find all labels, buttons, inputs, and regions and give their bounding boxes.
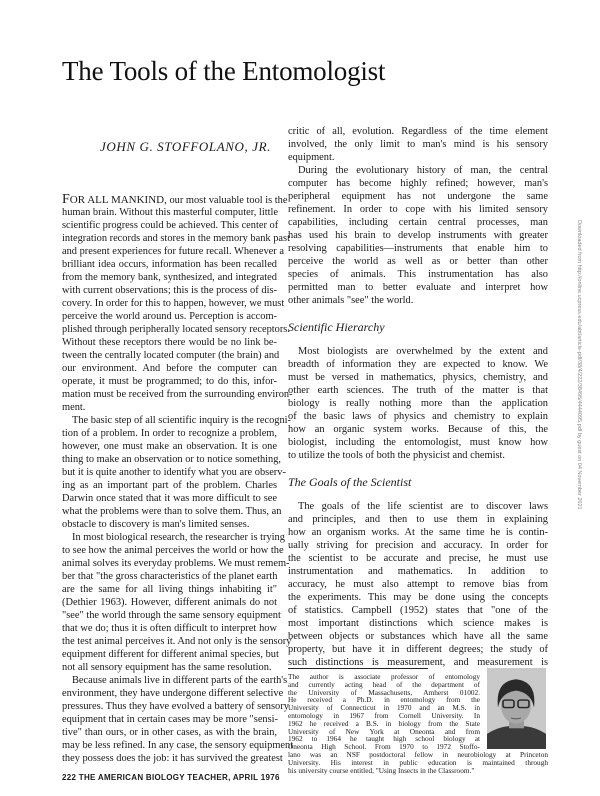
download-watermark: Downloaded from http://online.ucpress.edu/abt/article-pdf/38/4/222/38495/4444095.pdf by guest on 04 November 2021: [576, 220, 582, 510]
opening-smallcaps: OR ALL MANKIND,: [69, 194, 167, 206]
paragraph-line: they possess does the job: it has survived the greatest: [62, 753, 283, 764]
paragraph-line: The goals of the life scientist are to discover laws: [298, 501, 548, 512]
paragraph-line: property, but have it in different degrees; the study of: [288, 644, 548, 655]
paragraph-line: must be versed in mathematics, physics, chemistry, and: [288, 372, 548, 383]
paragraph-line: critic of all, evolution. Regardless of the time element: [288, 126, 548, 137]
paragraph-line: Most biologists are overwhelmed by the extent and: [298, 346, 548, 357]
paragraph-line: that we do; thus it is often difficult to interpret how: [62, 623, 277, 634]
paragraph-line: human brain. Without this masterful computer, little: [62, 207, 278, 218]
paragraph-line: the experiments. This may be done using the concepts: [288, 592, 548, 603]
bio-divider: [288, 668, 428, 669]
paragraph-line: species of animals. This instrumentation has also: [288, 269, 548, 280]
paragraph-line: to utilize the tools of both the physicist and chemist.: [288, 450, 506, 461]
paragraph-line: capabilities, including certain central processes, man: [288, 217, 548, 228]
paragraph-line: biology is really nothing more than the application: [288, 398, 548, 409]
paragraph-line: brilliant idea occurs, information has been recalled: [62, 259, 277, 270]
right-column: [288, 125, 548, 669]
paragraph-line: breadth of information they are expected to know. We: [288, 359, 548, 370]
paragraph-line: resolving capabilities—instruments that enable him to: [288, 243, 548, 254]
paragraph-line: and principles, and then to use them in explaining: [288, 514, 548, 525]
paragraph-line: Without these receptors there would be no link be-: [62, 337, 277, 348]
page-footer: 222 THE AMERICAN BIOLOGY TEACHER, APRIL 1976: [62, 773, 280, 782]
paragraph-line: from the memory bank, synthesized, and integrated: [62, 272, 277, 283]
bio-line: the University of Massachusetts, Amherst 01002.: [288, 687, 480, 697]
paragraph-line: our environment. And before the computer can: [62, 363, 277, 374]
paragraph-line: ually striving for precision and accuracy. In order for: [288, 540, 548, 551]
author-byline: JOHN G. STOFFOLANO, JR.: [100, 139, 271, 154]
paragraph-line: with current observations; this is the process of dis-: [62, 285, 277, 296]
paragraph-line: most important distinctions which science makes is: [288, 618, 548, 629]
bio-line: entomology in 1967 from Cornell University. In: [288, 710, 480, 720]
opening-rest: our most valuable tool is the: [166, 195, 288, 206]
paragraph-line: the test animal perceives it. And not only is the sensory: [62, 636, 292, 647]
bio-line: He received a Ph.D. in entomology from the: [288, 695, 480, 705]
author-portrait-image: [487, 668, 546, 749]
paragraph-line: tive" than ours, or in other cases, as with the brain,: [62, 727, 277, 738]
bio-line: 1962 he received a B.S. in biology from the State: [288, 718, 480, 728]
paragraph-line: ber that "the gross characteristics of the planet earth: [62, 571, 278, 582]
paragraph-line: ing as an important part of the problem. Charles: [62, 480, 277, 491]
paragraph-line: computer has become highly refined; however, man's: [288, 178, 548, 189]
article-title: The Tools of the Entomologist: [62, 56, 386, 86]
paragraph-line: other earth sciences. The truth of the matter is that: [288, 385, 548, 396]
paragraph-line: to see how the animal perceives the world or how the: [62, 545, 284, 556]
paragraph-line: (Dethier 1963). However, different animals do not: [62, 597, 277, 608]
paragraph-line: equipment that in certain cases may be more "sensi-: [62, 714, 279, 725]
paragraph-line: the scientist to be accurate and precise, he must use: [288, 553, 548, 564]
paragraph-line: Darwin once stated that it was more difficult to see: [62, 493, 277, 504]
paragraph-line: refinement. In order to cope with his limited sensory: [288, 204, 548, 215]
bio-line: lano was an NSF postdoctoral fellow in neurobiology at Princeton: [288, 749, 548, 759]
author-photo: [487, 668, 546, 749]
paragraph-line: of the basic laws of physics and chemistry to explain: [288, 411, 548, 422]
paragraph-line: what the problems were than to solve them. Thus, an: [62, 506, 282, 517]
paragraph-line: are the same for all living things inhabiting it": [62, 584, 277, 595]
paragraph-line: accuracy, he must also attempt to remove bias from: [288, 579, 548, 590]
bio-line: his university course entitled, "Using Insects in the Classroom.": [288, 765, 475, 775]
paragraph-line: During the evolutionary history of man, the central: [298, 165, 548, 176]
paragraph-line: scientific progress could be achieved. This center of: [62, 220, 279, 231]
paragraph-line: ment.: [62, 402, 86, 413]
section-heading: Scientific Hierarchy: [288, 320, 385, 334]
paragraph-line: mation must be received from the surrounding environ-: [62, 389, 293, 400]
paragraph-line: environment, they have undergone different selective: [62, 688, 284, 699]
bio-line: University of Connecticut in 1970 and an M.S. in: [288, 703, 480, 713]
paragraph-line: obstacle to discovery is man's limited senses.: [62, 519, 250, 530]
paragraph-line: perceive the world as well as or better than other: [288, 256, 548, 267]
paragraph-line: permitted man to better evaluate and interpret how: [288, 282, 548, 293]
paragraph-line: equipment.: [288, 152, 335, 163]
bio-line: The author is associate professor of entomology: [288, 672, 480, 681]
drop-cap: F: [62, 192, 70, 207]
paragraph-line: animal solves its everyday problems. We must remem-: [62, 558, 290, 569]
paragraph-line: and present experiences for future recall. Whenever a: [62, 246, 284, 257]
paragraph-line: biologist, including the entomologist, must know how: [288, 437, 548, 448]
paragraph-line: plished through peripherally located sensory receptors.: [62, 324, 290, 335]
paragraph-line: but it is quite another to identify what you are observ-: [62, 467, 286, 478]
paragraph-line: equipment different for different animal species, but: [62, 649, 279, 660]
paragraph-line: pressures. Thus they have evolved a battery of sensory: [62, 701, 289, 712]
bio-line: University. His interest in public education is maintained through: [288, 757, 548, 767]
paragraph-line: operate, it must be programmed; to do this, infor-: [62, 376, 277, 387]
paragraph-line: how an organic system works. Because of this, the: [288, 424, 548, 435]
paragraph-line: how an organism works. At the same time he is contin-: [288, 527, 548, 538]
paragraph-line: covery. In order for this to happen, however, we must: [62, 298, 285, 309]
paragraph-line: however, one must make an observation. It is one: [62, 441, 277, 452]
paragraph-line: not all sensory equipment has the same resolution.: [62, 662, 272, 673]
paragraph-line: involved, the only limit to man's mind is his sensory: [288, 139, 548, 150]
paragraph-line: The basic step of all scientific inquiry is the recogni-: [72, 415, 291, 426]
paragraph-line: tion of a problem. In order to recognize a problem,: [62, 428, 277, 439]
paragraph-line: such distinctions is measurement, and measurement is: [288, 657, 548, 668]
bio-line: 1962 to 1964 he taught high school biology at: [288, 734, 480, 744]
paragraph-line: has used his brain to develop instruments with greater: [288, 230, 548, 241]
paragraph-line: tween the centrally located computer (the brain) and: [62, 350, 280, 361]
section-heading: The Goals of the Scientist: [288, 475, 412, 489]
paragraph-line: may be less refined. In any case, the sensory equipment: [62, 740, 294, 751]
paragraph-line: perceive the world around us. Perception is accom-: [62, 311, 277, 322]
opening-line: [62, 192, 288, 207]
paragraph-line: of statistics. Campbell (1952) states that "one of the: [288, 605, 548, 616]
paragraph-line: other animals "see" the world.: [288, 295, 414, 306]
bio-line: and currently acting head of the department of: [288, 679, 480, 689]
paragraph-line: instrumentation and mathematics. In addition to: [288, 566, 548, 577]
paragraph-line: between objects or substances which have all the same: [288, 631, 548, 642]
paragraph-line: thing to make an observation or to notice something,: [62, 454, 282, 465]
paragraph-line: "see" the world through the same sensory equipment: [62, 610, 281, 621]
paragraph-line: In most biological research, the researcher is trying: [72, 532, 285, 543]
paragraph-line: Because animals live in different parts of the earth's: [72, 675, 288, 686]
bio-line: University of New York at Oneonta and from: [288, 726, 480, 736]
left-column: [62, 192, 294, 765]
bio-line: Oneonta High School. From 1970 to 1972 Stoffo-: [288, 742, 480, 752]
paragraph-line: peripheral equipment has not undergone the same: [288, 191, 548, 202]
paragraph-line: integration records and stores in the memory bank past: [62, 233, 290, 244]
